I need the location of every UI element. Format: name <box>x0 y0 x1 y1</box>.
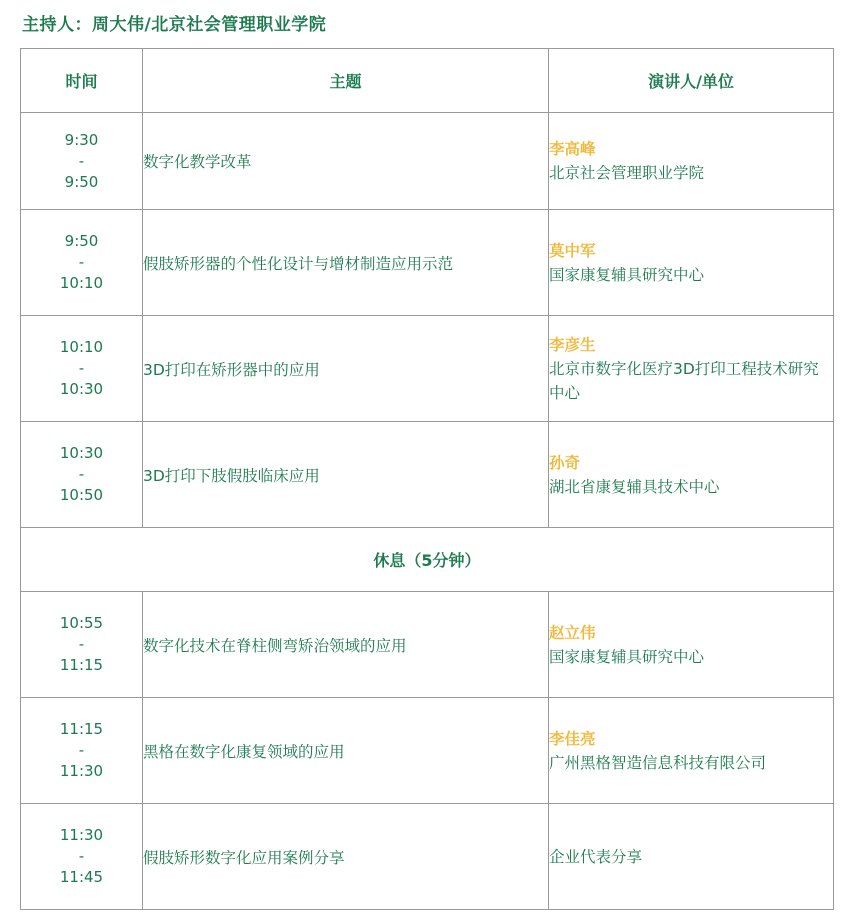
speaker-cell <box>549 592 834 698</box>
topic-cell: 数字化技术在脊柱侧弯矫治领域的应用 <box>143 592 549 698</box>
break-cell: 休息（5分钟） <box>21 528 834 592</box>
end-time: 11:15 <box>59 656 104 674</box>
topic-cell: 假肢矫形数字化应用案例分享 <box>143 804 549 910</box>
speaker-cell <box>549 698 834 804</box>
header-topic: 主题 <box>143 49 549 113</box>
end-time: 9:50 <box>64 172 99 191</box>
table-row <box>21 698 834 804</box>
time-separator: - <box>78 359 85 377</box>
time-separator: - <box>78 253 85 271</box>
host-line: 主持人：周大伟/北京社会管理职业学院 <box>22 15 327 35</box>
time-separator: - <box>78 151 85 170</box>
start-time: 9:30 <box>64 130 99 149</box>
speaker-cell <box>549 422 834 528</box>
topic-cell: 假肢矫形器的个性化设计与增材制造应用示范 <box>143 210 549 316</box>
end-time: 11:45 <box>59 868 104 886</box>
speaker-name: 李高峰 <box>549 140 596 158</box>
speaker-org: 北京市数字化医疗3D打印工程技术研究中心 <box>549 359 819 402</box>
table-row <box>21 113 834 210</box>
speaker-name: 赵立伟 <box>549 623 596 642</box>
schedule-table <box>20 48 834 910</box>
speaker-name: 孙奇 <box>549 453 581 472</box>
end-time: 10:30 <box>59 380 104 398</box>
speaker-org: 广州黑格智造信息科技有限公司 <box>549 753 767 772</box>
time-cell <box>21 316 143 422</box>
time-separator: - <box>78 465 85 483</box>
start-time: 9:50 <box>64 232 99 250</box>
time-separator: - <box>78 635 85 653</box>
speaker-org: 企业代表分享 <box>549 847 643 866</box>
topic-cell: 黑格在数字化康复领域的应用 <box>143 698 549 804</box>
topic-cell: 3D打印在矫形器中的应用 <box>143 316 549 422</box>
speaker-org: 北京社会管理职业学院 <box>549 164 705 182</box>
speaker-name: 李彦生 <box>549 335 596 354</box>
table-row <box>21 592 834 698</box>
time-separator: - <box>78 741 85 759</box>
time-cell <box>21 804 143 910</box>
speaker-org: 国家康复辅具研究中心 <box>549 265 705 284</box>
start-time: 11:15 <box>59 720 104 738</box>
start-time: 10:10 <box>59 338 104 356</box>
time-cell <box>21 210 143 316</box>
time-cell <box>21 113 143 210</box>
speaker-name: 莫中军 <box>549 241 596 260</box>
speaker-cell <box>549 804 834 910</box>
table-row <box>21 316 834 422</box>
topic-cell: 数字化教学改革 <box>143 113 549 210</box>
speaker-cell <box>549 113 834 210</box>
table-row <box>21 422 834 528</box>
end-time: 10:10 <box>59 274 104 292</box>
table-header-row <box>21 49 834 113</box>
speaker-org: 国家康复辅具研究中心 <box>549 647 705 666</box>
time-cell <box>21 698 143 804</box>
start-time: 10:30 <box>59 444 104 462</box>
start-time: 11:30 <box>59 826 104 844</box>
topic-cell: 3D打印下肢假肢临床应用 <box>143 422 549 528</box>
header-time: 时间 <box>21 49 143 113</box>
speaker-cell <box>549 316 834 422</box>
time-cell <box>21 422 143 528</box>
time-separator: - <box>78 847 85 865</box>
speaker-cell <box>549 210 834 316</box>
table-row <box>21 804 834 910</box>
speaker-org: 湖北省康复辅具技术中心 <box>549 477 720 496</box>
speaker-name: 李佳亮 <box>549 729 596 748</box>
time-cell <box>21 592 143 698</box>
end-time: 11:30 <box>59 762 104 780</box>
table-row <box>21 210 834 316</box>
header-speaker: 演讲人/单位 <box>549 49 834 113</box>
end-time: 10:50 <box>59 486 104 504</box>
start-time: 10:55 <box>59 614 104 632</box>
break-row <box>21 528 834 592</box>
